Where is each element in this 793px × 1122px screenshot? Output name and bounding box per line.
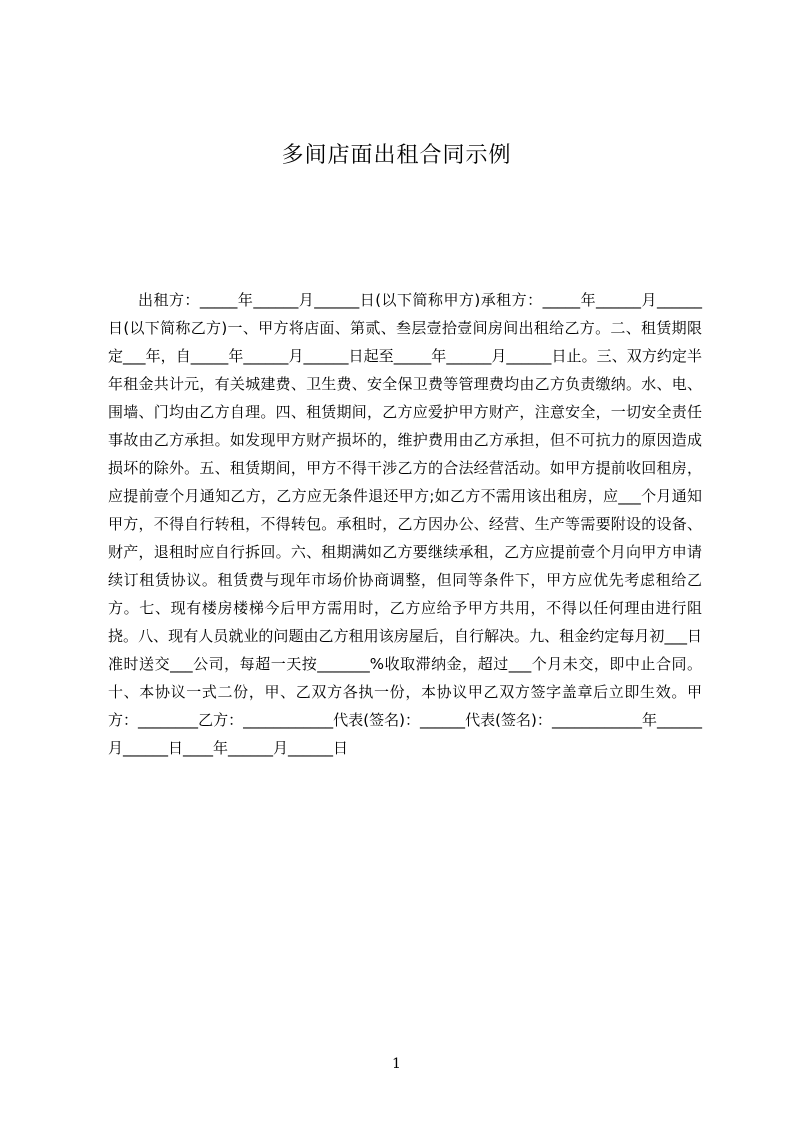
page-number: 1 — [392, 1056, 401, 1072]
contract-body: 出租方：_____年______月______日(以下简称甲方)承租方：_____年______月______日(以下简称乙方)一、甲方将店面、第贰、叁层壹拾壹间房间出租给乙方。二、租赁期限定___年，自_____年______月______日起至_____年______月______日止。三、双方约定半年租金共计元，有关城建费、卫生费、安全保卫费等管理费均由乙方负责缴纳。水、电、围墙、门均由乙方自理。四、租赁期间，乙方应爱护甲方财产，注意安全，一切安全责任事故由乙方承担。如发现甲方财产损坏的，维护费用由乙方承担，但不可抗力的原因造成损坏的除外。五、租赁期间，甲方不得干涉乙方的合法经营活动。如甲方提前收回租房，应提前壹个月通知乙方，乙方应无条件退还甲方;如乙方不需用该出租房，应___个月通知甲方，不得自行转租，不得转包。承租时，乙方因办公、经营、生产等需要附设的设备、财产，退租时应自行拆回。六、租期满如乙方要继续承租，乙方应提前壹个月向甲方申请续订租赁协议。租赁费与现年市场价协商调整，但同等条件下，甲方应优先考虑租给乙方。七、现有楼房楼梯今后甲方需用时，乙方应给予甲方共用，不得以任何理由进行阻挠。八、现有人员就业的问题由乙方租用该房屋后，自行解决。九、租金约定每月初___日准时送交___公司，每超一天按_______%收取滞纳金，超过___个月未交，即中止合同。十、本协议一式二份，甲、乙双方各执一份，本协议甲乙双方签字盖章后立即生效。甲方：________乙方：____________代表(签名)：______代表(签名)：____________年______月______日____年______月______日 — [108, 291, 702, 757]
page-title: 多间店面出租合同示例 — [281, 143, 512, 168]
